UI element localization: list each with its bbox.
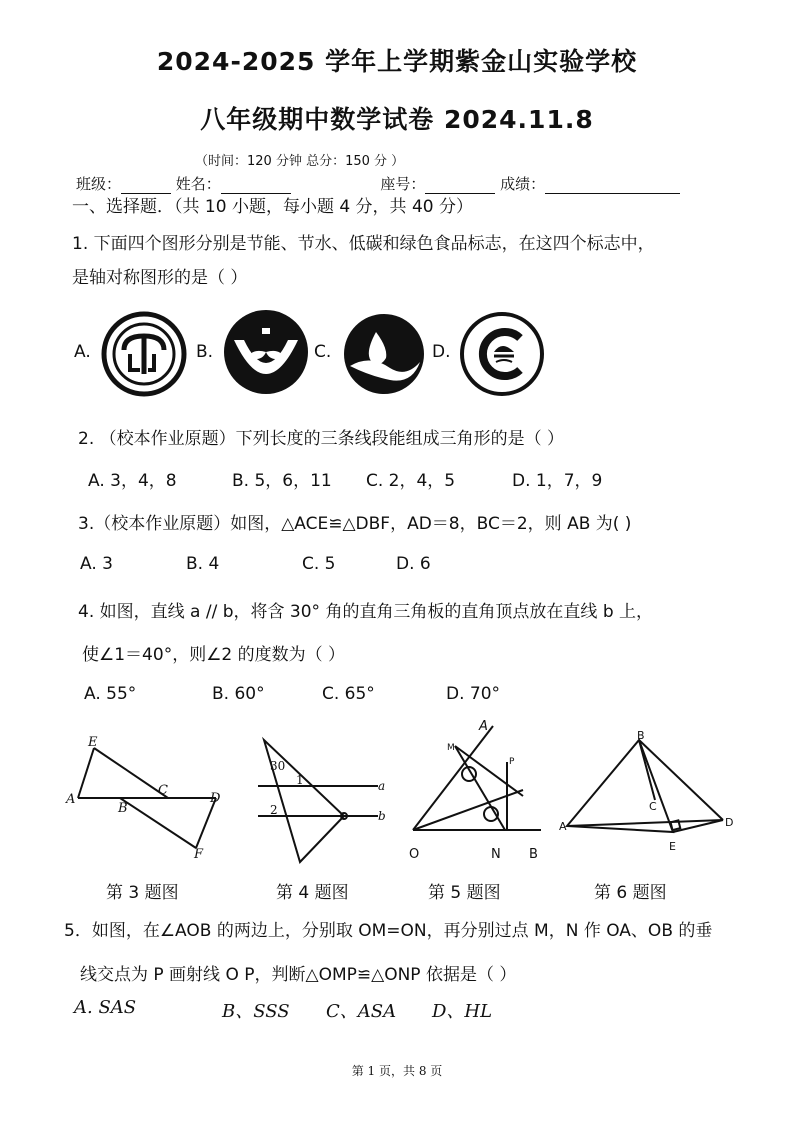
q2-stem: 2. （校本作业原题）下列长度的三条线段能组成三角形的是（ ）	[78, 429, 565, 449]
q4-option-c[interactable]: C. 65°	[322, 684, 375, 704]
section1-heading: 一、选择题．（共 10 小题，每小题 4 分，共 40 分）	[72, 197, 474, 217]
name-label: 姓名：	[175, 175, 221, 193]
q1-line2: 是轴对称图形的是（ ）	[72, 268, 248, 288]
fig3-label-b: B	[118, 801, 128, 816]
fig6-label-b: B	[637, 729, 645, 742]
q5-option-a[interactable]: A. SAS	[74, 997, 137, 1018]
q3-option-d[interactable]: D. 6	[396, 554, 431, 574]
fig6-caption: 第 6 题图	[594, 883, 667, 903]
q4-line2: 使∠1＝40°，则∠2 的度数为（ ）	[82, 645, 346, 665]
figure-4	[250, 730, 400, 870]
green-food-logo	[458, 310, 548, 400]
fig3-label-a: A	[66, 792, 76, 807]
q2-option-c[interactable]: C. 2，4，5	[366, 471, 456, 491]
energy-saving-logo	[100, 310, 190, 400]
info-row	[76, 173, 680, 194]
q3-option-c[interactable]: C. 5	[302, 554, 336, 574]
q5-option-b[interactable]: B、SSS	[222, 1001, 290, 1022]
q5-line1: 5．如图，在∠AOB 的两边上，分别取 OM=ON，再分别过点 M，N 作 OA、OB 的垂	[64, 921, 713, 941]
q2-option-b[interactable]: B. 5，6，11	[232, 471, 332, 491]
fig4-label-line-a: a	[378, 779, 386, 793]
q3-option-b[interactable]: B. 4	[186, 554, 220, 574]
class-label: 班级：	[76, 175, 122, 193]
q3-stem: 3.（校本作业原题）如图，△ACE≌△DBF，AD＝8，BC＝2，则 AB 为( )	[78, 514, 632, 534]
fig4-caption: 第 4 题图	[276, 883, 349, 903]
fig3-label-d: D	[210, 791, 221, 806]
fig4-label-angle1: 1	[296, 773, 304, 787]
figure-5	[405, 716, 555, 866]
q2-option-d[interactable]: D. 1，7，9	[512, 471, 603, 491]
q4-option-a[interactable]: A. 55°	[84, 684, 137, 704]
q5-option-d[interactable]: D、HL	[432, 1001, 493, 1022]
fig3-caption: 第 3 题图	[106, 883, 179, 903]
page-footer: 第 1 页，共 8 页	[351, 1064, 443, 1078]
fig4-label-line-b: b	[378, 809, 386, 823]
fig6-label-a: A	[559, 820, 567, 833]
score-blank[interactable]	[545, 179, 680, 194]
fig5-label-b: B	[529, 847, 538, 862]
fig4-label-angle2: 2	[270, 803, 278, 817]
fig5-label-m: M	[447, 743, 455, 753]
exam-title-line1: 2024-2025 学年上学期紫金山实验学校	[156, 47, 638, 76]
fig6-label-d: D	[725, 816, 734, 829]
q4-option-b[interactable]: B. 60°	[212, 684, 265, 704]
q1-option-c[interactable]: C.	[314, 342, 332, 362]
fig5-label-a: A	[479, 719, 488, 734]
q5-line2: 线交点为 P 画射线 O P，判断△OMP≌△ONP 依据是（ ）	[80, 965, 517, 985]
seat-label: 座号：	[380, 175, 426, 193]
q5-option-c[interactable]: C、ASA	[326, 1001, 397, 1022]
fig5-label-n: N	[491, 847, 501, 862]
fig3-label-e: E	[88, 735, 98, 750]
figure-3	[60, 730, 240, 860]
q1-option-b[interactable]: B.	[196, 342, 214, 362]
time-info: （时间：120 分钟 总分：150 分 ）	[195, 154, 405, 169]
exam-title-line2: 八年级期中数学试卷 2024.11.8	[200, 105, 594, 134]
fig5-label-o: O	[409, 847, 420, 862]
fig6-label-c: C	[649, 800, 657, 813]
fig6-label-e: E	[669, 840, 676, 853]
q1-line1: 1. 下面四个图形分别是节能、节水、低碳和绿色食品标志，在这四个标志中，	[72, 234, 655, 254]
fig3-label-f: F	[194, 847, 204, 860]
figure-6	[555, 728, 765, 858]
fig4-label-30: 30	[270, 759, 286, 773]
water-saving-logo	[222, 308, 312, 398]
q1-option-d[interactable]: D.	[432, 342, 451, 362]
fig3-label-c: C	[158, 783, 168, 798]
score-label: 成绩：	[500, 175, 546, 193]
fig5-label-p: P	[509, 757, 515, 767]
low-carbon-logo	[340, 310, 430, 400]
q3-option-a[interactable]: A. 3	[80, 554, 113, 574]
q1-option-a[interactable]: A.	[74, 342, 91, 362]
q4-option-d[interactable]: D. 70°	[446, 684, 501, 704]
q2-option-a[interactable]: A. 3，4，8	[88, 471, 177, 491]
fig5-caption: 第 5 题图	[428, 883, 501, 903]
q4-line1: 4. 如图，直线 a // b，将含 30° 角的直角三角板的直角顶点放在直线 b 上，	[78, 602, 654, 622]
